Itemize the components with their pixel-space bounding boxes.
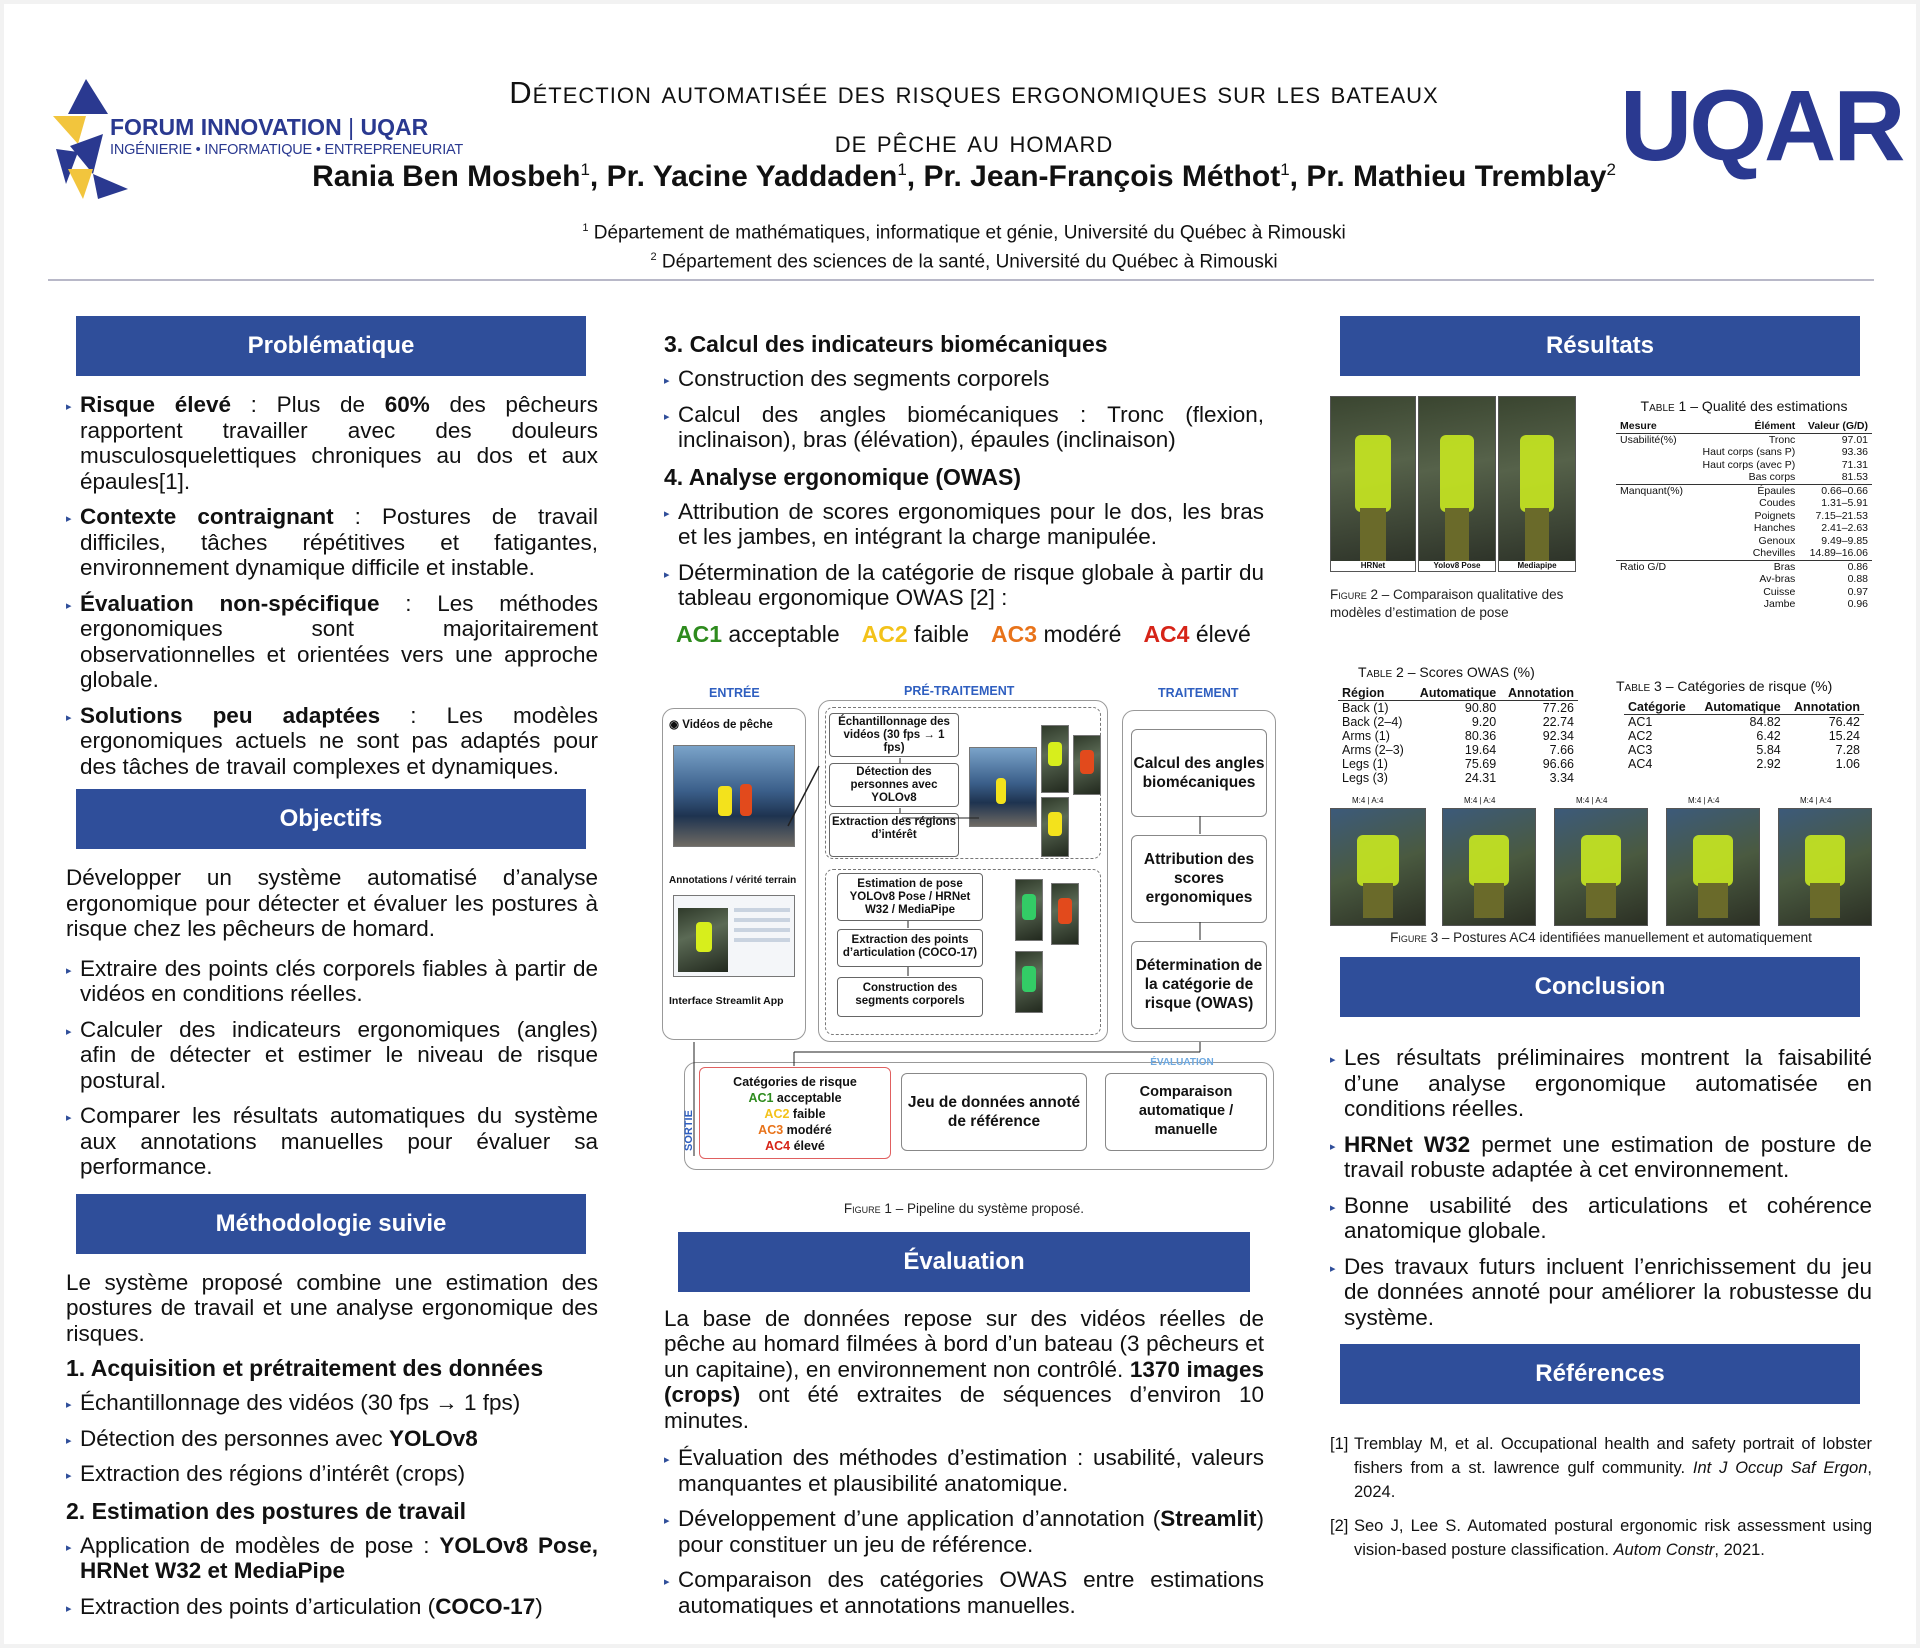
table-header-row	[1338, 686, 1578, 701]
table-cell: 71.31	[1841, 458, 1868, 471]
pipeline-figure	[654, 683, 1284, 1191]
step1-list	[66, 1390, 598, 1487]
table-row	[1624, 715, 1864, 730]
posture-tag: M:4 | A:4	[1352, 796, 1384, 805]
table-cell: 80.36	[1464, 729, 1497, 743]
table-cell: Genoux	[1758, 534, 1796, 547]
list-item: ▸ Comparaison des catégories OWAS entre estimations automatiques et annotations manuelles.	[664, 1567, 1264, 1618]
pose-step-keypoints: Extraction des points d’articulation (COCO-17)	[837, 929, 983, 967]
table-cell: 9.49–9.85	[1821, 534, 1868, 547]
posture-tag: M:4 | A:4	[1800, 796, 1832, 805]
figure1-caption: Figure 1 – Pipeline du système proposé.	[843, 1200, 1085, 1216]
figure2-caption: Figure 2 – Comparaison qualitative des modèles d’estimation de pose	[1330, 587, 1564, 620]
pose-image-mediapipe: Mediapipe	[1498, 396, 1576, 572]
figure3	[1330, 796, 1872, 934]
table-header-cell: Automatique	[1411, 686, 1500, 701]
poster-title: Détection automatisée des risques ergonomiques sur les bateaux de pêche au homard	[509, 75, 1439, 159]
table-cell: 90.80	[1464, 701, 1497, 715]
list-item: ▸ Détection des personnes avec YOLOv8	[66, 1426, 598, 1452]
output-risk-ac3: AC3 modéré	[758, 1122, 832, 1137]
list-item: ▸ Comparer les résultats automatiques du système aux annotations manuelles pour évaluer sa performance.	[66, 1103, 598, 1180]
ac4-posture-image	[1442, 808, 1536, 926]
forum-logo-subtitle: INGÉNIERIE • INFORMATIQUE • ENTREPRENEURIAT	[110, 142, 464, 158]
table-header-cell: Automatique	[1694, 700, 1784, 715]
output-comparison: Comparaison automatique / manuelle	[1105, 1073, 1267, 1151]
table-cell: Legs (1)	[1342, 757, 1388, 771]
trait-step-owas: Détermination de la catégorie de risque (OWAS)	[1131, 941, 1267, 1029]
author-name: Pr. Jean-François Méthot	[923, 160, 1281, 193]
table-header-cell: Élément	[1692, 420, 1800, 433]
step2-title: 2. Estimation des postures de travail	[66, 1497, 467, 1524]
results-tables-block	[1330, 664, 1872, 796]
list-item: ▸ Les résultats préliminaires montrent la faisabilité d’une analyse ergonomique automatisée en conditions réelles.	[1330, 1045, 1872, 1122]
table-cell: 19.64	[1464, 743, 1497, 757]
videos-label: ◉ Vidéos de pêche	[669, 718, 773, 731]
table-row	[1338, 743, 1578, 757]
table-cell: Manquant(%)	[1616, 484, 1692, 497]
problematique-list	[66, 392, 598, 779]
figure3-caption: Figure 3 – Postures AC4 identifiées manuellement et automatiquement	[1390, 930, 1812, 945]
evaluation-intro: La base de données repose sur des vidéos réelles de pêche au homard filmées à bord d’un bateau (3 pêcheurs et un capitaine), en environnement non contrôlé. 1370 images (crops) ont été extraites de séquences d’environ 10 minutes.	[664, 1305, 1264, 1433]
table-cell: 96.66	[1542, 757, 1574, 771]
table-cell: Poignets	[1754, 509, 1796, 522]
risk-category-ac4: AC4 élevé	[1143, 620, 1251, 647]
list-item: ▸ Échantillonnage des vidéos (30 fps → 1 fps)	[66, 1390, 598, 1416]
pipeline-header-sortie: SORTIE	[683, 1109, 695, 1151]
author-name: Rania Ben Mosbeh	[312, 160, 581, 193]
ac4-posture-image	[1666, 808, 1760, 926]
forum-logo-title: FORUM INNOVATION | UQAR	[110, 114, 429, 140]
table-header-row	[1616, 420, 1872, 433]
table-cell: 7.28	[1835, 743, 1860, 757]
table3-grid	[1624, 700, 1864, 771]
table-row	[1338, 715, 1578, 729]
table-cell	[1616, 547, 1692, 560]
table-cell: 0.66–0.66	[1799, 484, 1872, 497]
list-item: ▸ Construction des segments corporels	[664, 366, 1264, 392]
table-cell: Back (1)	[1342, 701, 1389, 715]
ac4-posture-image	[1330, 808, 1426, 926]
table-row	[1624, 757, 1864, 771]
table1	[1616, 398, 1872, 611]
table-header-cell: Mesure	[1616, 420, 1692, 433]
table-cell: 93.36	[1841, 446, 1868, 458]
author-name: Pr. Yacine Yaddaden	[606, 160, 898, 193]
table-cell: AC2	[1628, 729, 1653, 743]
pipeline-header-pretraitement: PRÉ-TRAITEMENT	[904, 683, 1015, 698]
step2-list	[66, 1533, 598, 1620]
references-list	[1330, 1432, 1872, 1562]
pose-step-segments: Construction des segments corporels	[837, 977, 983, 1017]
table-cell: 2.92	[1756, 757, 1781, 771]
table-cell: Bras	[1692, 560, 1800, 573]
table-cell: Legs (3)	[1342, 771, 1388, 785]
table-cell	[1616, 510, 1692, 523]
pre-step-roi: Extraction des régions d’intérêt	[829, 813, 959, 857]
table-cell: 3.34	[1549, 771, 1574, 785]
output-dataset: Jeu de données annoté de référence	[901, 1073, 1087, 1151]
pipeline-arrows	[654, 683, 1284, 1191]
table3-caption: Table 3 – Catégories de risque (%)	[1616, 678, 1833, 694]
table-cell: 9.20	[1471, 715, 1497, 729]
pose-image-yolov8: Yolov8 Pose	[1418, 396, 1496, 572]
table-cell: Épaules	[1692, 484, 1800, 497]
header-divider	[48, 279, 1874, 281]
table-cell: 15.24	[1828, 729, 1860, 743]
section-title-problematique: Problématique	[76, 316, 586, 376]
list-item: ▸ Des travaux futurs incluent l’enrichissement du jeu de données annoté pour améliorer la robustesse du système.	[1330, 1254, 1872, 1331]
table-header-cell: Annotation	[1500, 686, 1578, 701]
list-item: ▸ Détermination de la catégorie de risque globale à partir du tableau ergonomique OWAS [2] :	[664, 560, 1264, 611]
table-row	[1338, 701, 1578, 716]
poster	[4, 4, 1916, 1644]
table2	[1338, 664, 1578, 785]
reference-item: [2] Seo J, Lee S. Automated postural ergonomic risk assessment using vision-based posture classification. Autom Constr, 2021.	[1330, 1517, 1872, 1559]
pose-image-hrnet: HRNet	[1330, 396, 1416, 572]
table-cell: 1.31–5.91	[1821, 497, 1868, 509]
table-cell: Haut corps (sans P)	[1702, 446, 1796, 458]
list-item: ▸ Extraire des points clés corporels fiables à partir de vidéos en conditions réelles.	[66, 956, 598, 1007]
table1-caption: Table 1 – Qualité des estimations	[1640, 398, 1848, 414]
posture-tag: M:4 | A:4	[1464, 796, 1496, 805]
table-cell: 6.42	[1756, 729, 1781, 743]
table-cell	[1616, 586, 1692, 599]
step3-list	[664, 366, 1264, 453]
list-item: ▸ Calculer des indicateurs ergonomiques (angles) afin de détecter et estimer le niveau de risque postural.	[66, 1017, 598, 1094]
pre-step-detection: Détection des personnes avec YOLOv8	[829, 763, 959, 807]
camera-icon: ◉	[669, 718, 680, 731]
table-cell: 1.06	[1835, 757, 1860, 771]
risk-category-ac2: AC2 faible	[861, 620, 970, 647]
output-risk-ac4: AC4 élevé	[765, 1138, 825, 1153]
table-cell: Coudes	[1759, 497, 1796, 509]
table-cell: 0.96	[1847, 598, 1868, 610]
list-item: ▸ Risque élevé : Plus de 60% des pêcheurs rapportent travailler avec des douleurs musculosquelettiques chroniques au dos et aux épaules[1].	[66, 392, 598, 494]
table-cell: 7.66	[1549, 743, 1574, 757]
table-row	[1616, 459, 1872, 472]
output-risk-ac2: AC2 faible	[764, 1106, 826, 1121]
table-cell: AC3	[1628, 743, 1653, 757]
conclusion-list	[1330, 1045, 1872, 1330]
table-cell: 76.42	[1828, 715, 1860, 729]
table-row	[1616, 446, 1872, 459]
pipeline-header-traitement: TRAITEMENT	[1158, 685, 1239, 700]
methodologie-intro: Le système proposé combine une estimation des postures de travail et une analyse ergonomique des risques.	[66, 1269, 598, 1346]
pre-step-sampling: Échantillonnage des vidéos (30 fps → 1 fps)	[829, 713, 959, 757]
list-item: ▸ Extraction des points d’articulation (COCO-17)	[66, 1594, 598, 1620]
table-cell: 92.34	[1542, 729, 1574, 743]
author-affiliation-marker: 1	[1280, 160, 1290, 179]
posture-tag: M:4 | A:4	[1576, 796, 1608, 805]
table-row	[1338, 729, 1578, 743]
table1-grid	[1616, 420, 1872, 611]
step4-title: 4. Analyse ergonomique (OWAS)	[664, 463, 1021, 490]
table-cell: 75.69	[1464, 757, 1497, 771]
table-row	[1616, 586, 1872, 599]
table-row	[1616, 547, 1872, 560]
section-title-resultats: Résultats	[1340, 316, 1860, 376]
table-cell: Cuisse	[1763, 585, 1796, 598]
table-row	[1616, 471, 1872, 484]
table-row	[1616, 598, 1872, 611]
table3	[1616, 678, 1872, 771]
column-left	[66, 316, 598, 1629]
table2-caption: Table 2 – Scores OWAS (%)	[1358, 664, 1535, 680]
posture-tag: M:4 | A:4	[1688, 796, 1720, 805]
table-row	[1616, 433, 1872, 446]
table-cell	[1616, 598, 1692, 611]
table-cell: AC4	[1628, 757, 1653, 771]
trait-step-angles: Calcul des angles biomécaniques	[1131, 729, 1267, 817]
list-item: ▸ Évaluation des méthodes d’estimation : usabilité, valeurs manquantes et plausibilité anatomique.	[664, 1445, 1264, 1496]
table-header-row	[1624, 700, 1864, 715]
column-right	[1330, 316, 1872, 1572]
list-item: ▸ Calcul des angles biomécaniques : Tronc (flexion, inclinaison), bras (élévation), épaules (inclinaison)	[664, 402, 1264, 453]
evaluation-list	[664, 1445, 1264, 1618]
table-row	[1616, 535, 1872, 548]
table-row	[1624, 729, 1864, 743]
table-row	[1616, 560, 1872, 573]
table-row	[1616, 510, 1872, 523]
list-item: ▸ Attribution de scores ergonomiques pour le dos, les bras et les jambes, en intégrant la charge manipulée.	[664, 499, 1264, 550]
list-item: ▸ Extraction des régions d’intérêt (crops)	[66, 1461, 598, 1487]
pipeline-header-evaluation: ÉVALUATION	[1150, 1056, 1214, 1068]
streamlit-label: Interface Streamlit App	[669, 994, 784, 1007]
table-cell: 77.26	[1542, 701, 1574, 715]
table-cell: Usabilité(%)	[1620, 433, 1677, 446]
table-cell	[1616, 446, 1692, 459]
author-name: Pr. Mathieu Tremblay	[1306, 160, 1607, 193]
table-cell	[1616, 522, 1692, 535]
list-item: ▸ Bonne usabilité des articulations et cohérence anatomique globale.	[1330, 1193, 1872, 1244]
table-cell: Arms (2–3)	[1342, 743, 1404, 757]
table-header-cell: Catégorie	[1624, 700, 1694, 715]
section-title-references: Références	[1340, 1344, 1860, 1404]
risk-category-ac1: AC1 acceptable	[676, 620, 840, 647]
list-item: ▸ Solutions peu adaptées : Les modèles ergonomiques actuels ne sont pas adaptés pour des tâches de travail complexes et dynamiques.	[66, 703, 598, 780]
table-cell: 0.97	[1847, 585, 1868, 598]
section-title-evaluation: Évaluation	[678, 1232, 1250, 1292]
table-cell: AC1	[1628, 715, 1653, 729]
table-cell: Hanches	[1753, 522, 1796, 534]
table-header-cell: Annotation	[1785, 700, 1864, 715]
table-cell: Tronc	[1768, 433, 1796, 446]
table-cell: 84.82	[1749, 715, 1781, 729]
table-cell: Arms (1)	[1342, 729, 1390, 743]
table-cell: Back (2–4)	[1342, 715, 1403, 729]
table-cell: 0.86	[1799, 560, 1872, 573]
table-cell: 24.31	[1464, 771, 1497, 785]
reference-item: [1] Tremblay M, et al. Occupational health and safety portrait of lobster fishers from a st. lawrence gulf community. Int J Occup Saf Ergon, 2024.	[1330, 1435, 1872, 1501]
table-cell	[1616, 535, 1692, 548]
table-row	[1624, 743, 1864, 757]
ac4-posture-image	[1554, 808, 1648, 926]
column-middle	[664, 330, 1264, 1628]
list-item: ▸ Évaluation non-spécifique : Les méthodes ergonomiques sont majoritairement observationnelles et orientées vers une approche globale.	[66, 591, 598, 693]
table-header-cell: Région	[1338, 686, 1411, 701]
table-row	[1616, 497, 1872, 510]
risk-category-ac3: AC3 modéré	[991, 620, 1122, 647]
list-item: ▸ Contexte contraignant : Postures de travail difficiles, tâches répétitives et fatigantes, environnement dynamique difficile et instable.	[66, 504, 598, 581]
list-item: ▸ Application de modèles de pose : YOLOv8 Pose, HRNet W32 et MediaPipe	[66, 1533, 598, 1584]
table-cell: Bas corps	[1748, 471, 1796, 483]
table-cell: 97.01	[1841, 433, 1868, 446]
table-cell: 81.53	[1841, 471, 1868, 483]
pipeline-header-entree: ENTRÉE	[709, 685, 760, 700]
table-row	[1616, 522, 1872, 535]
author-affiliation-marker: 1	[897, 160, 907, 179]
risk-categories-line	[676, 621, 1264, 648]
output-risk-ac1: AC1 acceptable	[748, 1090, 842, 1105]
table-cell	[1616, 497, 1692, 510]
objectifs-intro: Développer un système automatisé d’analyse ergonomique pour détecter et évaluer les postures à risque chez les pêcheurs de homard.	[66, 865, 598, 941]
table-cell: 7.15–21.53	[1815, 509, 1868, 522]
table2-grid	[1338, 686, 1578, 785]
pose-step-estimation: Estimation de pose YOLOv8 Pose / HRNet W32 / MediaPipe	[837, 873, 983, 921]
table-header-cell: Valeur (G/D)	[1799, 420, 1872, 433]
table-cell: 22.74	[1542, 715, 1574, 729]
step1-title: 1. Acquisition et prétraitement des données	[66, 1355, 544, 1381]
author-affiliation-marker: 2	[1606, 160, 1616, 179]
table-cell: Av-bras	[1759, 573, 1796, 585]
table-row	[1616, 484, 1872, 497]
table-row	[1338, 771, 1578, 785]
objectifs-list	[66, 956, 598, 1180]
step3-title: 3. Calcul des indicateurs biomécaniques	[664, 331, 1108, 357]
table-cell	[1616, 471, 1692, 484]
section-title-objectifs: Objectifs	[76, 789, 586, 849]
table-cell: 2.41–2.63	[1821, 522, 1868, 534]
section-title-conclusion: Conclusion	[1340, 957, 1860, 1017]
table-cell: Haut corps (avec P)	[1702, 458, 1796, 471]
author-list: Rania Ben Mosbeh$^1$, Pr. Yacine Yaddaden$^1$, Pr. Jean-François Méthot$^1$, Pr. Mathieu Tremblay$^2$	[312, 160, 1616, 193]
trait-step-scores: Attribution des scores ergonomiques	[1131, 835, 1267, 923]
annotations-label: Annotations / vérité terrain	[669, 874, 797, 886]
table-row	[1338, 757, 1578, 771]
table-row	[1616, 573, 1872, 586]
affiliations: $^1$ Département de mathématiques, informatique et génie, Université du Québec à Rimouski $^2$ Département des sciences de la santé, Université du Québec à Rimouski	[582, 222, 1346, 273]
list-item: ▸ HRNet W32 permet une estimation de posture de travail robuste adaptée à cet environnement.	[1330, 1132, 1872, 1183]
table-cell: 14.89–16.06	[1809, 547, 1868, 559]
section-title-methodologie: Méthodologie suivie	[76, 1194, 586, 1254]
list-item: ▸ Développement d’une application d’annotation (Streamlit) pour constituer un jeu de référence.	[664, 1506, 1264, 1557]
author-affiliation-marker: 1	[580, 160, 590, 179]
table-cell: Ratio G/D	[1616, 560, 1692, 573]
output-risk-title: Catégories de risque	[733, 1074, 857, 1089]
table-cell: Jambe	[1763, 598, 1796, 610]
step4-list	[664, 499, 1264, 611]
table-cell	[1616, 459, 1692, 472]
uqar-logo: UQAR	[1620, 70, 1903, 182]
table-cell: Chevilles	[1752, 547, 1796, 559]
results-top-block	[1330, 394, 1872, 664]
table-cell: 5.84	[1756, 743, 1781, 757]
ac4-posture-image	[1778, 808, 1872, 926]
table-cell	[1616, 573, 1692, 586]
table-cell: 0.88	[1847, 573, 1868, 585]
